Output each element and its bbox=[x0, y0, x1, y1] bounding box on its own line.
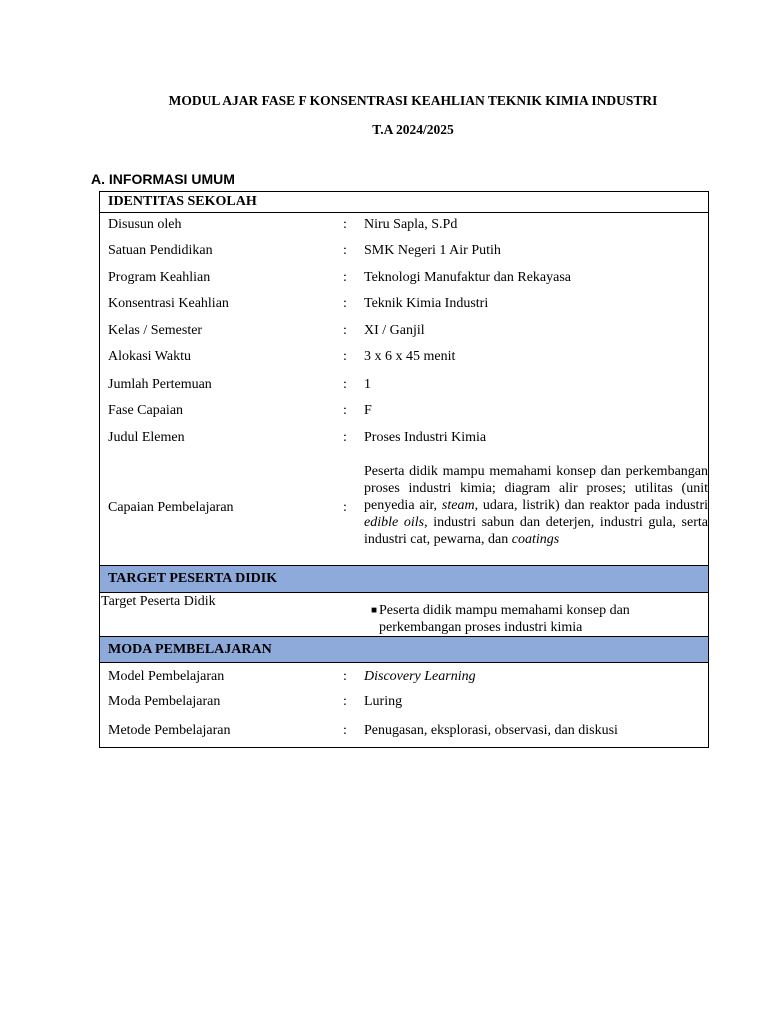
value-model-pembelajaran: Discovery Learning bbox=[364, 669, 476, 684]
colon: : bbox=[343, 217, 347, 232]
header-moda-pembelajaran: MODA PEMBELAJARAN bbox=[100, 636, 708, 663]
value-fase-capaian: F bbox=[364, 403, 372, 418]
section-heading-informasi-umum: A. INFORMASI UMUM bbox=[91, 171, 235, 187]
value-judul-elemen: Proses Industri Kimia bbox=[364, 430, 487, 445]
label-alokasi-waktu: Alokasi Waktu bbox=[108, 349, 191, 364]
colon: : bbox=[343, 403, 347, 418]
colon: : bbox=[343, 500, 347, 515]
academic-year: T.A 2024/2025 bbox=[372, 122, 454, 137]
header-target-peserta-didik: TARGET PESERTA DIDIK bbox=[100, 565, 708, 593]
colon: : bbox=[343, 430, 347, 445]
information-table bbox=[99, 191, 709, 748]
label-capaian-pembelajaran: Capaian Pembelajaran bbox=[108, 500, 234, 515]
colon: : bbox=[343, 723, 347, 738]
label-program-keahlian: Program Keahlian bbox=[108, 270, 211, 285]
capaian-pembelajaran-text: Peserta didik mampu memahami konsep dan perkembangan proses industri kimia; diagram alir proses; utilitas (unit penyedia air, steam, udara, listrik) dan reaktor pada industri edible oils, industri sabun dan deterjen, industri gula, serta industri cat, pewarna, dan coatings bbox=[364, 464, 708, 547]
label-fase-capaian: Fase Capaian bbox=[108, 403, 184, 418]
value-konsentrasi-keahlian: Teknik Kimia Industri bbox=[364, 296, 489, 311]
bullet-icon: ■ bbox=[371, 605, 378, 616]
target-bullet-text: Peserta didik mampu memahami konsep dan perkembangan proses industri kimia bbox=[379, 603, 630, 635]
label-model-pembelajaran: Model Pembelajaran bbox=[108, 669, 225, 684]
label-satuan-pendidikan: Satuan Pendidikan bbox=[108, 243, 213, 258]
label-disusun-oleh: Disusun oleh bbox=[108, 217, 182, 232]
label-metode-pembelajaran: Metode Pembelajaran bbox=[108, 723, 231, 738]
label-judul-elemen: Judul Elemen bbox=[108, 430, 185, 445]
value-program-keahlian: Teknologi Manufaktur dan Rekayasa bbox=[364, 270, 572, 285]
value-disusun-oleh: Niru Sapla, S.Pd bbox=[364, 217, 458, 232]
document-title: MODUL AJAR FASE F KONSENTRASI KEAHLIAN TEKNIK KIMIA INDUSTRI bbox=[168, 93, 658, 108]
colon: : bbox=[343, 694, 347, 709]
colon: : bbox=[343, 323, 347, 338]
label-konsentrasi-keahlian: Konsentrasi Keahlian bbox=[108, 296, 229, 311]
target-bullet-item bbox=[371, 602, 679, 636]
value-metode-pembelajaran: Penugasan, eksplorasi, observasi, dan diskusi bbox=[364, 723, 618, 738]
value-jumlah-pertemuan: 1 bbox=[364, 377, 371, 392]
colon: : bbox=[343, 377, 347, 392]
value-alokasi-waktu: 3 x 6 x 45 menit bbox=[364, 349, 456, 364]
colon: : bbox=[343, 669, 347, 684]
colon: : bbox=[343, 243, 347, 258]
colon: : bbox=[343, 349, 347, 364]
header-identitas-sekolah: IDENTITAS SEKOLAH bbox=[100, 192, 708, 213]
value-kelas-semester: XI / Ganjil bbox=[364, 323, 425, 338]
colon: : bbox=[343, 270, 347, 285]
colon: : bbox=[343, 296, 347, 311]
value-moda-pembelajaran: Luring bbox=[364, 694, 403, 709]
label-jumlah-pertemuan: Jumlah Pertemuan bbox=[108, 377, 212, 392]
label-target-peserta-didik: Target Peserta Didik bbox=[101, 594, 216, 609]
value-satuan-pendidikan: SMK Negeri 1 Air Putih bbox=[364, 243, 501, 258]
label-kelas-semester: Kelas / Semester bbox=[108, 323, 203, 338]
label-moda-pembelajaran: Moda Pembelajaran bbox=[108, 694, 221, 709]
